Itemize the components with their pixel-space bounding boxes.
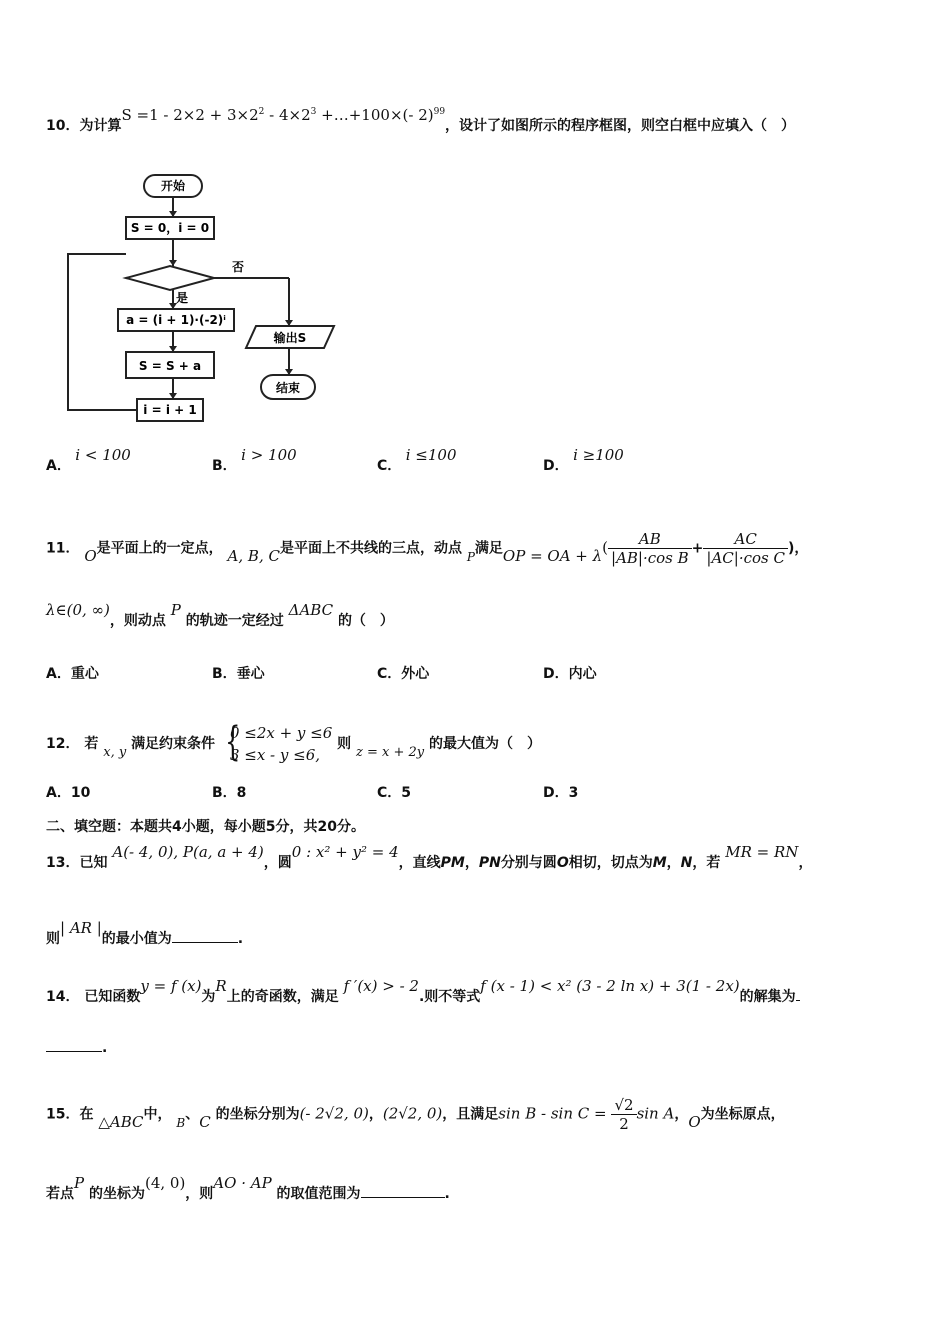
flow-no-label: 否 bbox=[232, 260, 245, 274]
q12-option-d[interactable]: D．3 bbox=[543, 785, 579, 801]
q12-option-b[interactable]: B．8 bbox=[212, 785, 247, 801]
flow-yes-label: 是 bbox=[176, 291, 189, 305]
flow-init: S = 0，i = 0 bbox=[130, 221, 210, 235]
q13-answer-blank[interactable] bbox=[172, 942, 238, 943]
q14-answer-blank[interactable] bbox=[46, 1051, 102, 1052]
q13-stem: 13．已知 A(- 4, 0), P(a, a + 4)，圆0 : x² + y² = 4，直线PM，PN分别与圆O相切，切点为M，N，若 MR = RN， bbox=[46, 843, 813, 871]
fraction-sqrt2-over-2: $\frac{√2}{2}$ bbox=[611, 1096, 636, 1133]
flowchart bbox=[46, 158, 336, 430]
q10-option-d[interactable]: D． i ≥100 bbox=[543, 446, 624, 474]
q10-stem: 10．为计算$S =1 - 2\times 2 + 3\times 2^2 - 4\times 2^3$ +…+100×(- 2)$^{99}$，设计了如图所示的程序框图，则空白框中应填入（ ） bbox=[46, 106, 796, 134]
q11-option-a[interactable]: A．重心 bbox=[46, 666, 99, 682]
flow-increment: i = i + 1 bbox=[143, 403, 197, 417]
q11-stem: 11． O是平面上的一定点， A, B, C是平面上不共线的三点，动点 P满足OP = OA + λ( $\frac{AB}{\text{|AB|·cos B}}$ + $\frac{AC}{\text{|AC|·cos C}}$ )， bbox=[46, 530, 809, 567]
fraction-ab: $\frac{AB}{\text{|AB|·cos B}}$ bbox=[608, 530, 692, 567]
q12-constraints: { 0 ≤2x + y ≤6 3 ≤x - y ≤6, bbox=[225, 719, 333, 765]
q15-stem-cont: 若点P 的坐标为(4, 0)，则AO · AP 的取值范围为 . bbox=[46, 1174, 450, 1202]
q11-option-b[interactable]: B．垂心 bbox=[212, 666, 265, 682]
flow-assign: a = (i + 1)·(-2)ⁱ bbox=[126, 313, 226, 327]
q15-answer-blank[interactable] bbox=[361, 1197, 445, 1198]
q13-stem-cont: 则| AR |的最小值为 . bbox=[46, 919, 244, 947]
q12-option-a[interactable]: A．10 bbox=[46, 785, 91, 801]
section-2-heading: 二、填空题：本题共4小题，每小题5分，共20分。 bbox=[46, 819, 365, 835]
q10-option-c[interactable]: C． i ≤100 bbox=[377, 446, 457, 474]
flow-update: S = S + a bbox=[138, 359, 202, 373]
q10-option-b[interactable]: B． i > 100 bbox=[212, 446, 297, 474]
q11-option-d[interactable]: D．内心 bbox=[543, 666, 597, 682]
q10-option-a[interactable]: A． i < 100 bbox=[46, 446, 131, 474]
q10-formula: $S =1 - 2\times 2 + 3\times 2^2 - 4\times 2^3$ +…+100×(- 2)$^{99}$ bbox=[121, 106, 446, 124]
q12-option-c[interactable]: C．5 bbox=[377, 785, 412, 801]
q14-stem: 14． 已知函数y = f (x)为R上的奇函数，满足 f ′(x) > - 2.则不等式f (x - 1) < x² (3 - 2 ln x) + 3(1 - 2x)的解集为 bbox=[46, 986, 800, 1006]
fraction-ac: $\frac{AC}{\text{|AC|·cos C}}$ bbox=[703, 530, 788, 567]
q15-stem: 15．在 △ABC中， B、C 的坐标分别为(- 2√2, 0)，(2√2, 0)，且满足sin B - sin C = $\frac{√2}{2}$ sin A，O为坐标原点， bbox=[46, 1096, 785, 1133]
flow-end: 结束 bbox=[275, 381, 301, 395]
q12-stem: 12． 若 x, y 满足约束条件 { 0 ≤2x + y ≤6 3 ≤x - y ≤6, 则 z = x + 2y 的最大值为（ ） bbox=[46, 719, 542, 765]
flow-start: 开始 bbox=[160, 179, 186, 193]
flow-output: 输出S bbox=[273, 331, 307, 345]
q11-stem-cont: λ∈(0, ∞)，则动点 P 的轨迹一定经过 ΔABC 的（ ） bbox=[46, 601, 394, 629]
q11-option-c[interactable]: C．外心 bbox=[377, 666, 430, 682]
q14-stem-cont: . bbox=[46, 1040, 107, 1056]
